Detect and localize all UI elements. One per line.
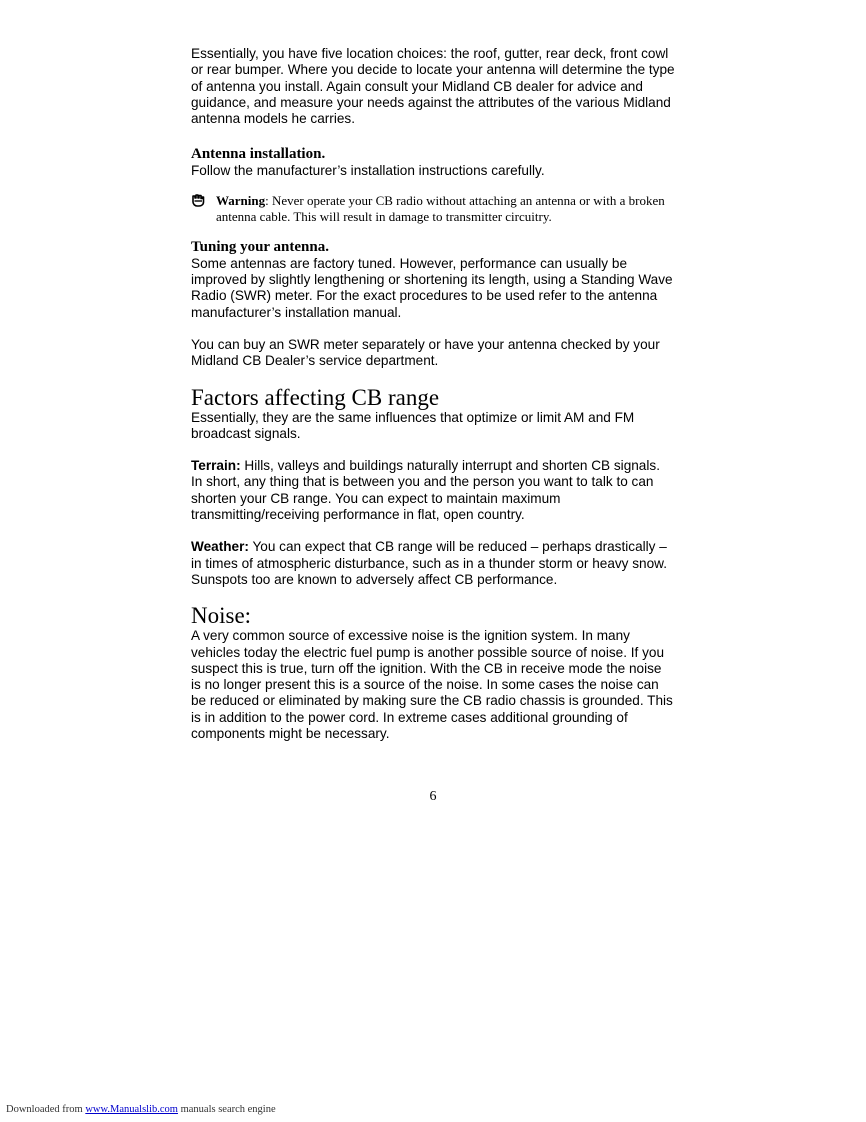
page-content <box>191 46 675 742</box>
weather-paragraph <box>191 539 675 588</box>
hand-pointer-icon <box>191 193 207 211</box>
intro-paragraph: Essentially, you have five location choices: the roof, gutter, rear deck, front cowl or rear bumper. Where you decide to locate your antenna will determine the type of antenna you install. Again consult your Midland CB dealer for advice and guidance, and measure your needs against the attributes of the various Midland antenna models he carries. <box>191 46 675 127</box>
terrain-text: Hills, valleys and buildings naturally interrupt and shorten CB signals. In short, any thing that is between you and the person you want to talk to can shorten your CB range. You can expect to maintain maximum transmitting/receiving performance in flat, open country. <box>191 458 660 523</box>
noise-heading: Noise: <box>191 603 252 629</box>
tuning-paragraph-1: Some antennas are factory tuned. However, performance can usually be improved by slightly lengthening or shortening its length, using a Standing Wave Radio (SWR) meter. For the exact procedures to be used refer to the antenna manufacturer’s installation manual. <box>191 255 673 320</box>
terrain-paragraph <box>191 458 675 523</box>
warning-label: Warning <box>216 192 266 208</box>
terrain-label: Terrain: <box>191 458 241 474</box>
noise-paragraph: A very common source of excessive noise is the ignition system. In many vehicles today the electric fuel pump is another possible source of noise. If you suspect this is true, turn off the ignition. With the CB in receive mode the noise is no longer present this is a source of the noise. In some cases the noise can be reduced or eliminated by making sure the CB radio chassis is grounded. This is in addition to the power cord. In extreme cases additional grounding of components might be necessary. <box>191 628 673 742</box>
warning-body: : Never operate your CB radio without attaching an antenna or with a broken antenna cable. This will result in damage to transmitter circuitry. <box>216 192 665 224</box>
page-number: 6 <box>429 789 437 804</box>
manualslib-link[interactable]: www.Manualslib.com <box>85 1104 178 1115</box>
factors-paragraph: Essentially, they are the same influences that optimize or limit AM and FM broadcast signals. <box>191 409 635 441</box>
download-footer <box>6 1104 276 1115</box>
warning-note <box>191 193 675 225</box>
weather-label: Weather: <box>191 539 249 555</box>
weather-text: You can expect that CB range will be reduced – perhaps drastically – in times of atmospheric disturbance, such as in a thunder storm or heavy snow. Sunspots too are known to adversely affect CB performance. <box>191 539 668 587</box>
antenna-installation-heading: Antenna installation. <box>191 146 326 163</box>
factors-heading: Factors affecting CB range <box>191 384 440 410</box>
footer-prefix: Downloaded from <box>6 1104 86 1115</box>
footer-suffix: manuals search engine <box>177 1104 276 1115</box>
antenna-installation-paragraph: Follow the manufacturer’s installation instructions carefully. <box>191 163 545 179</box>
tuning-heading: Tuning your antenna. <box>191 238 329 255</box>
tuning-paragraph-2: You can buy an SWR meter separately or have your antenna checked by your Midland CB Dealer’s service department. <box>191 336 660 369</box>
warning-text <box>216 193 675 225</box>
